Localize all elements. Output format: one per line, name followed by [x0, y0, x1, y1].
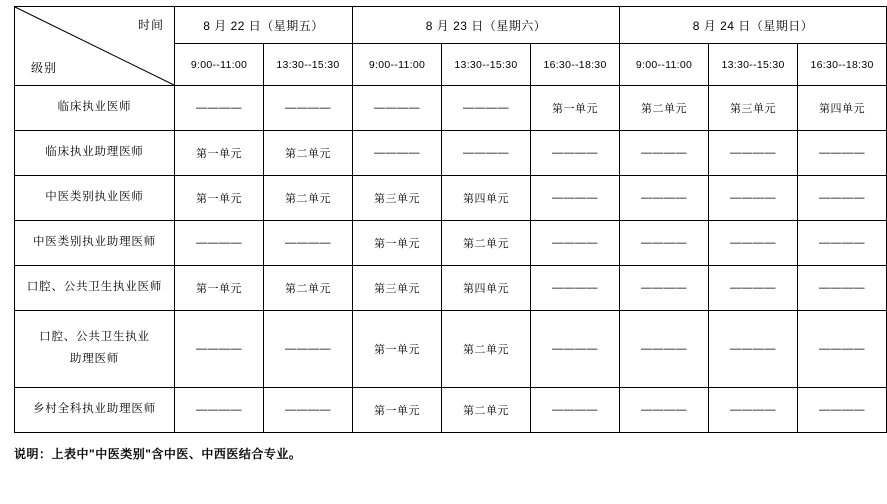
cell-3-6: ———— — [709, 221, 798, 266]
cell-6-4: ———— — [531, 388, 620, 433]
row-label-2: 中医类别执业医师 — [15, 176, 175, 221]
cell-3-2: 第一单元 — [353, 221, 442, 266]
cell-4-1: 第二单元 — [264, 266, 353, 311]
cell-5-0: ———— — [175, 311, 264, 388]
table-row — [15, 86, 887, 131]
time-axis-label: 时间 — [137, 18, 164, 32]
cell-2-4: ———— — [531, 176, 620, 221]
slot-header-1-2: 13:30--15:30 — [264, 44, 353, 86]
cell-1-4: ———— — [531, 131, 620, 176]
table-row — [15, 176, 887, 221]
cell-0-5: 第二单元 — [620, 86, 709, 131]
cell-0-1: ———— — [264, 86, 353, 131]
slot-header-3-2: 13:30--15:30 — [709, 44, 798, 86]
cell-5-2: 第一单元 — [353, 311, 442, 388]
cell-2-6: ———— — [709, 176, 798, 221]
level-axis-label: 级别 — [31, 61, 58, 75]
row-label-5-line-2: 助理医师 — [69, 353, 120, 365]
cell-6-2: 第一单元 — [353, 388, 442, 433]
slot-header-2-2: 13:30--15:30 — [442, 44, 531, 86]
cell-4-5: ———— — [620, 266, 709, 311]
cell-5-1: ———— — [264, 311, 353, 388]
cell-4-6: ———— — [709, 266, 798, 311]
cell-2-3: 第四单元 — [442, 176, 531, 221]
table-row — [15, 311, 887, 388]
slot-header-3-1: 9:00--11:00 — [620, 44, 709, 86]
table-row — [15, 221, 887, 266]
day-header-1: 8 月 22 日（星期五） — [175, 7, 353, 44]
table-row — [15, 388, 887, 433]
cell-1-6: ———— — [709, 131, 798, 176]
cell-3-1: ———— — [264, 221, 353, 266]
row-label-5-line-1: 口腔、公共卫生执业 — [39, 331, 150, 344]
cell-2-0: 第一单元 — [175, 176, 264, 221]
cell-4-2: 第三单元 — [353, 266, 442, 311]
schedule-sheet — [0, 6, 874, 504]
corner-header-cell — [15, 7, 175, 86]
cell-2-7: ———— — [798, 176, 887, 221]
cell-0-3: ———— — [442, 86, 531, 131]
day-header-3: 8 月 24 日（星期日） — [620, 7, 887, 44]
cell-0-4: 第一单元 — [531, 86, 620, 131]
row-label-1: 临床执业助理医师 — [15, 131, 175, 176]
cell-3-7: ———— — [798, 221, 887, 266]
row-label-5 — [15, 311, 175, 388]
cell-2-2: 第三单元 — [353, 176, 442, 221]
slot-header-2-1: 9:00--11:00 — [353, 44, 442, 86]
table-footnote: 说明：上表中"中医类别"含中医、中西医结合专业。 — [14, 447, 302, 461]
cell-2-5: ———— — [620, 176, 709, 221]
cell-6-1: ———— — [264, 388, 353, 433]
cell-4-4: ———— — [531, 266, 620, 311]
cell-5-4: ———— — [531, 311, 620, 388]
slot-header-1-1: 9:00--11:00 — [175, 44, 264, 86]
cell-3-4: ———— — [531, 221, 620, 266]
row-label-0: 临床执业医师 — [15, 86, 175, 131]
cell-0-6: 第三单元 — [709, 86, 798, 131]
cell-5-3: 第二单元 — [442, 311, 531, 388]
cell-5-7: ———— — [798, 311, 887, 388]
cell-4-3: 第四单元 — [442, 266, 531, 311]
table-header-day-row — [15, 7, 887, 44]
table-row — [15, 266, 887, 311]
cell-5-5: ———— — [620, 311, 709, 388]
slot-header-2-3: 16:30--18:30 — [531, 44, 620, 86]
cell-4-0: 第一单元 — [175, 266, 264, 311]
cell-6-7: ———— — [798, 388, 887, 433]
exam-schedule-table — [14, 6, 887, 433]
cell-1-1: 第二单元 — [264, 131, 353, 176]
cell-6-5: ———— — [620, 388, 709, 433]
cell-6-3: 第二单元 — [442, 388, 531, 433]
cell-0-7: 第四单元 — [798, 86, 887, 131]
cell-0-0: ———— — [175, 86, 264, 131]
cell-1-2: ———— — [353, 131, 442, 176]
cell-1-0: 第一单元 — [175, 131, 264, 176]
cell-1-7: ———— — [798, 131, 887, 176]
slot-header-3-3: 16:30--18:30 — [798, 44, 887, 86]
cell-1-3: ———— — [442, 131, 531, 176]
cell-3-3: 第二单元 — [442, 221, 531, 266]
cell-6-0: ———— — [175, 388, 264, 433]
cell-1-5: ———— — [620, 131, 709, 176]
cell-2-1: 第二单元 — [264, 176, 353, 221]
table-row — [15, 131, 887, 176]
row-label-3: 中医类别执业助理医师 — [15, 221, 175, 266]
cell-3-0: ———— — [175, 221, 264, 266]
row-label-6: 乡村全科执业助理医师 — [15, 388, 175, 433]
cell-0-2: ———— — [353, 86, 442, 131]
cell-5-6: ———— — [709, 311, 798, 388]
cell-4-7: ———— — [798, 266, 887, 311]
day-header-2: 8 月 23 日（星期六） — [353, 7, 620, 44]
row-label-4: 口腔、公共卫生执业医师 — [15, 266, 175, 311]
cell-3-5: ———— — [620, 221, 709, 266]
cell-6-6: ———— — [709, 388, 798, 433]
